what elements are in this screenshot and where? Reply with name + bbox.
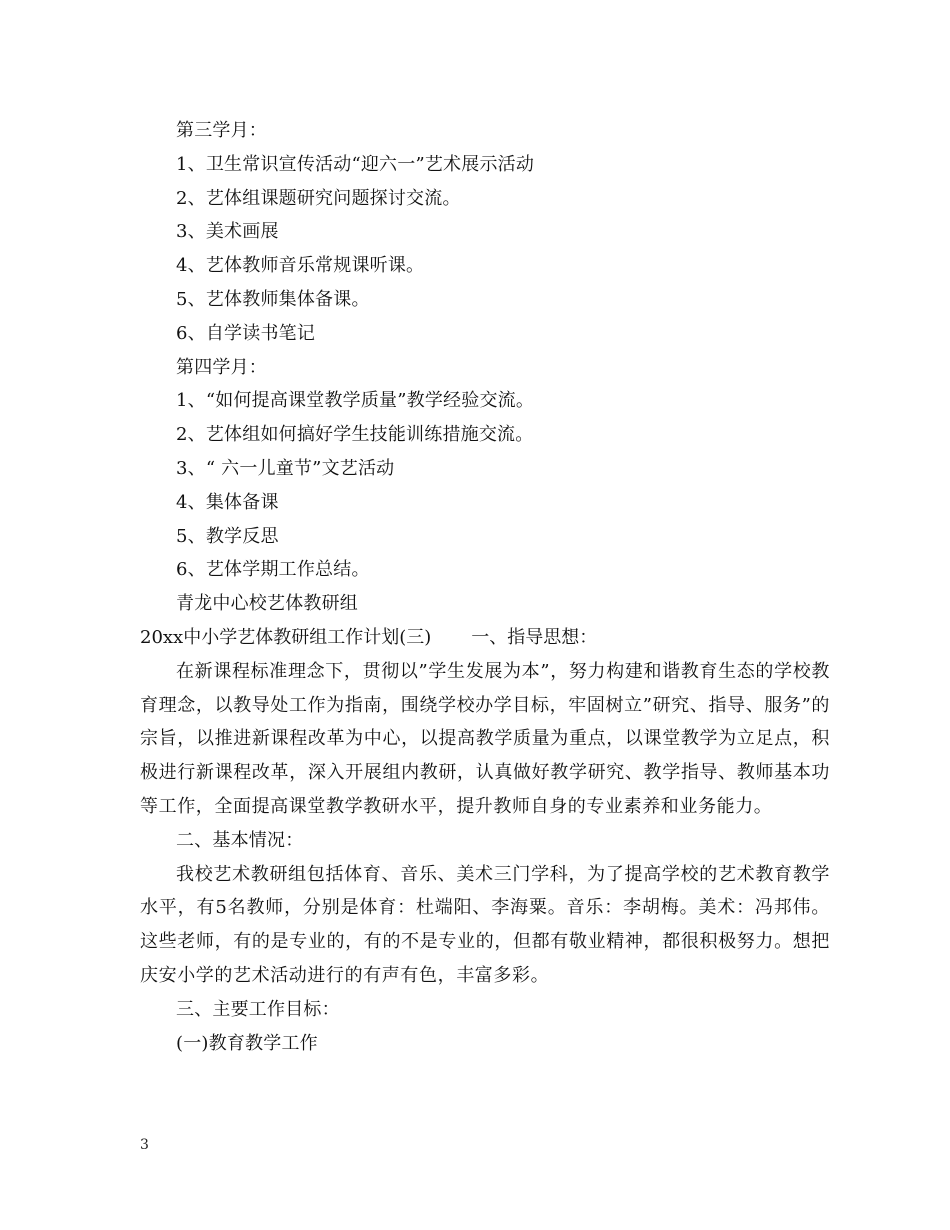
month-three-heading: 第三学月： [176,120,267,141]
paragraph: 在新课程标准理念下，贯彻以”学生发展为本”，努力构建和谐教育生态的学校教育理念，以教导处工作为指南，围绕学校办学目标，牢固树立”研究、指导、服务”的宗旨，以推进新课程改革为中心，以提高教学质量为重点，以课堂教学为立足点，积极进行新课程改革，深入开展组内教研，认真做好教学研究、教学指导、教师基本功等工作，全面提高课堂教学教研水平，提升教师自身的专业素养和业务能力。 [140,660,830,817]
paragraph: 我校艺术教研组包括体育、音乐、美术三门学科，为了提高学校的艺术教育教学水平，有5名教师，分别是体育：杜端阳、李海粟。音乐：李胡梅。美术：冯邦伟。这些老师，有的是专业的，有的不是专业的，但都有敬业精神，都很积极努力。想把庆安小学的艺术活动进行的有声有色，丰富多彩。 [140,863,830,986]
list-item: 1、“如何提高课堂教学质量”教学经验交流。 [176,390,535,412]
list-item: 6、自学读书笔记 [176,322,316,344]
list-item: 5、艺体教师集体备课。 [176,288,370,310]
subsection-heading: (一)教育教学工作 [176,1032,318,1054]
list-item: 2、艺体组课题研究问题探讨交流。 [176,187,461,209]
list-item: 3、“ 六一儿童节”文艺活动 [176,457,395,479]
section-heading: 二、基本情况： [176,829,304,851]
plan-title: 20xx中小学艺体教研组工作计划(三) [140,626,432,648]
page-number: 3 [140,1137,149,1153]
list-item: 4、艺体教师音乐常规课听课。 [176,255,425,277]
section-heading: 一、指导思想： [471,626,598,648]
signature-line: 青龙中心校艺体教研组 [176,593,358,615]
list-item: 4、集体备课 [176,491,279,513]
list-item: 3、美术画展 [176,221,279,243]
plan-title-row [140,621,840,655]
list-item: 6、艺体学期工作总结。 [176,559,370,581]
list-item: 1、卫生常识宣传活动“迎六一”艺术展示活动 [176,153,535,175]
month-four-heading: 第四学月： [176,356,267,378]
document-body [140,114,840,1060]
section-heading: 三、主要工作目标： [176,998,340,1020]
list-item: 2、艺体组如何搞好学生技能训练措施交流。 [176,424,534,446]
list-item: 5、教学反思 [176,525,279,547]
